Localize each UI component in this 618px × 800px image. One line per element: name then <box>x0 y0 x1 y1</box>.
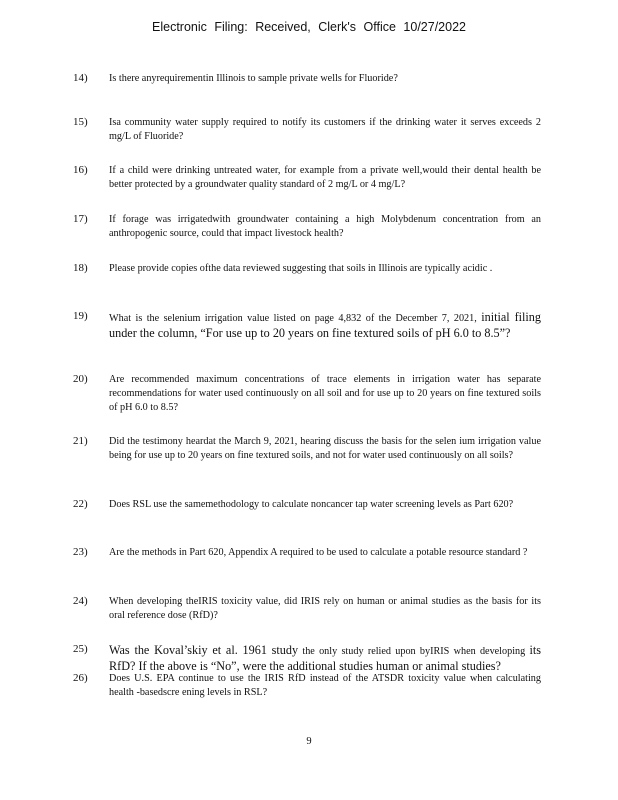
question-text: If a child were drinking untreated water, for example from a private well,would their dental health be better protected by a groundwater quality standard of 2 mg/L or 4 mg/L? <box>109 165 541 190</box>
question-number: 21) <box>73 435 88 447</box>
question-text-part: the only study relied upon byIRIS when developing <box>302 646 526 657</box>
question-text: Does RSL use the samemethodology to calculate noncancer tap water screening levels as Part 620? <box>109 499 514 510</box>
question-text <box>109 310 541 342</box>
question-text: When developing theIRIS toxicity value, did IRIS rely on human or animal studies as the basis for its oral reference dose (RfD)? <box>109 596 541 621</box>
question-number: 24) <box>73 595 88 607</box>
page-number: 9 <box>306 736 312 747</box>
question-text-part: What is the selenium irrigation value listed on page 4,832 of the December 7, 2021, <box>109 313 477 324</box>
question-number: 19) <box>73 310 88 322</box>
question-text: Are recommended maximum concentrations of trace elements in irrigation water has separate recommendations for water used continuously on all soil and for use up to 20 years on fine textured soils of pH 6.0 to 8.5? <box>109 374 541 413</box>
question-number: 15) <box>73 116 88 128</box>
question-number: 25) <box>73 643 88 655</box>
question-text-large: initial filing under the column, “For use up to 20 years on fine textured soils of pH 6.0 to 8.5”? <box>109 310 541 340</box>
question-number: 18) <box>73 262 88 274</box>
question-text: Are the methods in Part 620, Appendix A required to be used to calculate a potable resource standard ? <box>109 547 528 558</box>
question-text-large: Was the Koval’skiy et al. 1961 study <box>109 643 299 657</box>
question-text: Is there anyrequirementin Illinois to sample private wells for Fluoride? <box>109 73 398 84</box>
question-text: Isa community water supply required to notify its customers if the drinking water it serves exceeds 2 mg/L of Fluoride? <box>109 117 541 142</box>
question-text: If forage was irrigatedwith groundwater containing a high Molybdenum concentration from an anthropogenic source, could that impact livestock health? <box>109 214 541 239</box>
question-text-large: its RfD? If the above is “No”, were the additional studies human or animal studies? <box>109 643 542 673</box>
filing-header: Electronic Filing: Received, Clerk's Office 10/27/2022 <box>152 20 466 34</box>
question-text: Did the testimony heardat the March 9, 2021, hearing discuss the basis for the selen ium irrigation value being for use up to 20 years on fine textured soils, and not for water used continuously on all soils? <box>109 436 541 461</box>
question-number: 14) <box>73 72 88 84</box>
question-text: Please provide copies ofthe data reviewed suggesting that soils in Illinois are typically acidic . <box>109 263 493 274</box>
question-number: 16) <box>73 164 88 176</box>
question-number: 23) <box>73 546 88 558</box>
question-number: 26) <box>73 672 88 684</box>
question-number: 22) <box>73 498 88 510</box>
question-number: 17) <box>73 213 88 225</box>
question-text <box>109 643 541 675</box>
question-text: Does U.S. EPA continue to use the IRIS RfD instead of the ATSDR toxicity value when calculating health -basedscre ening levels in RSL? <box>109 673 541 698</box>
question-number: 20) <box>73 373 88 385</box>
